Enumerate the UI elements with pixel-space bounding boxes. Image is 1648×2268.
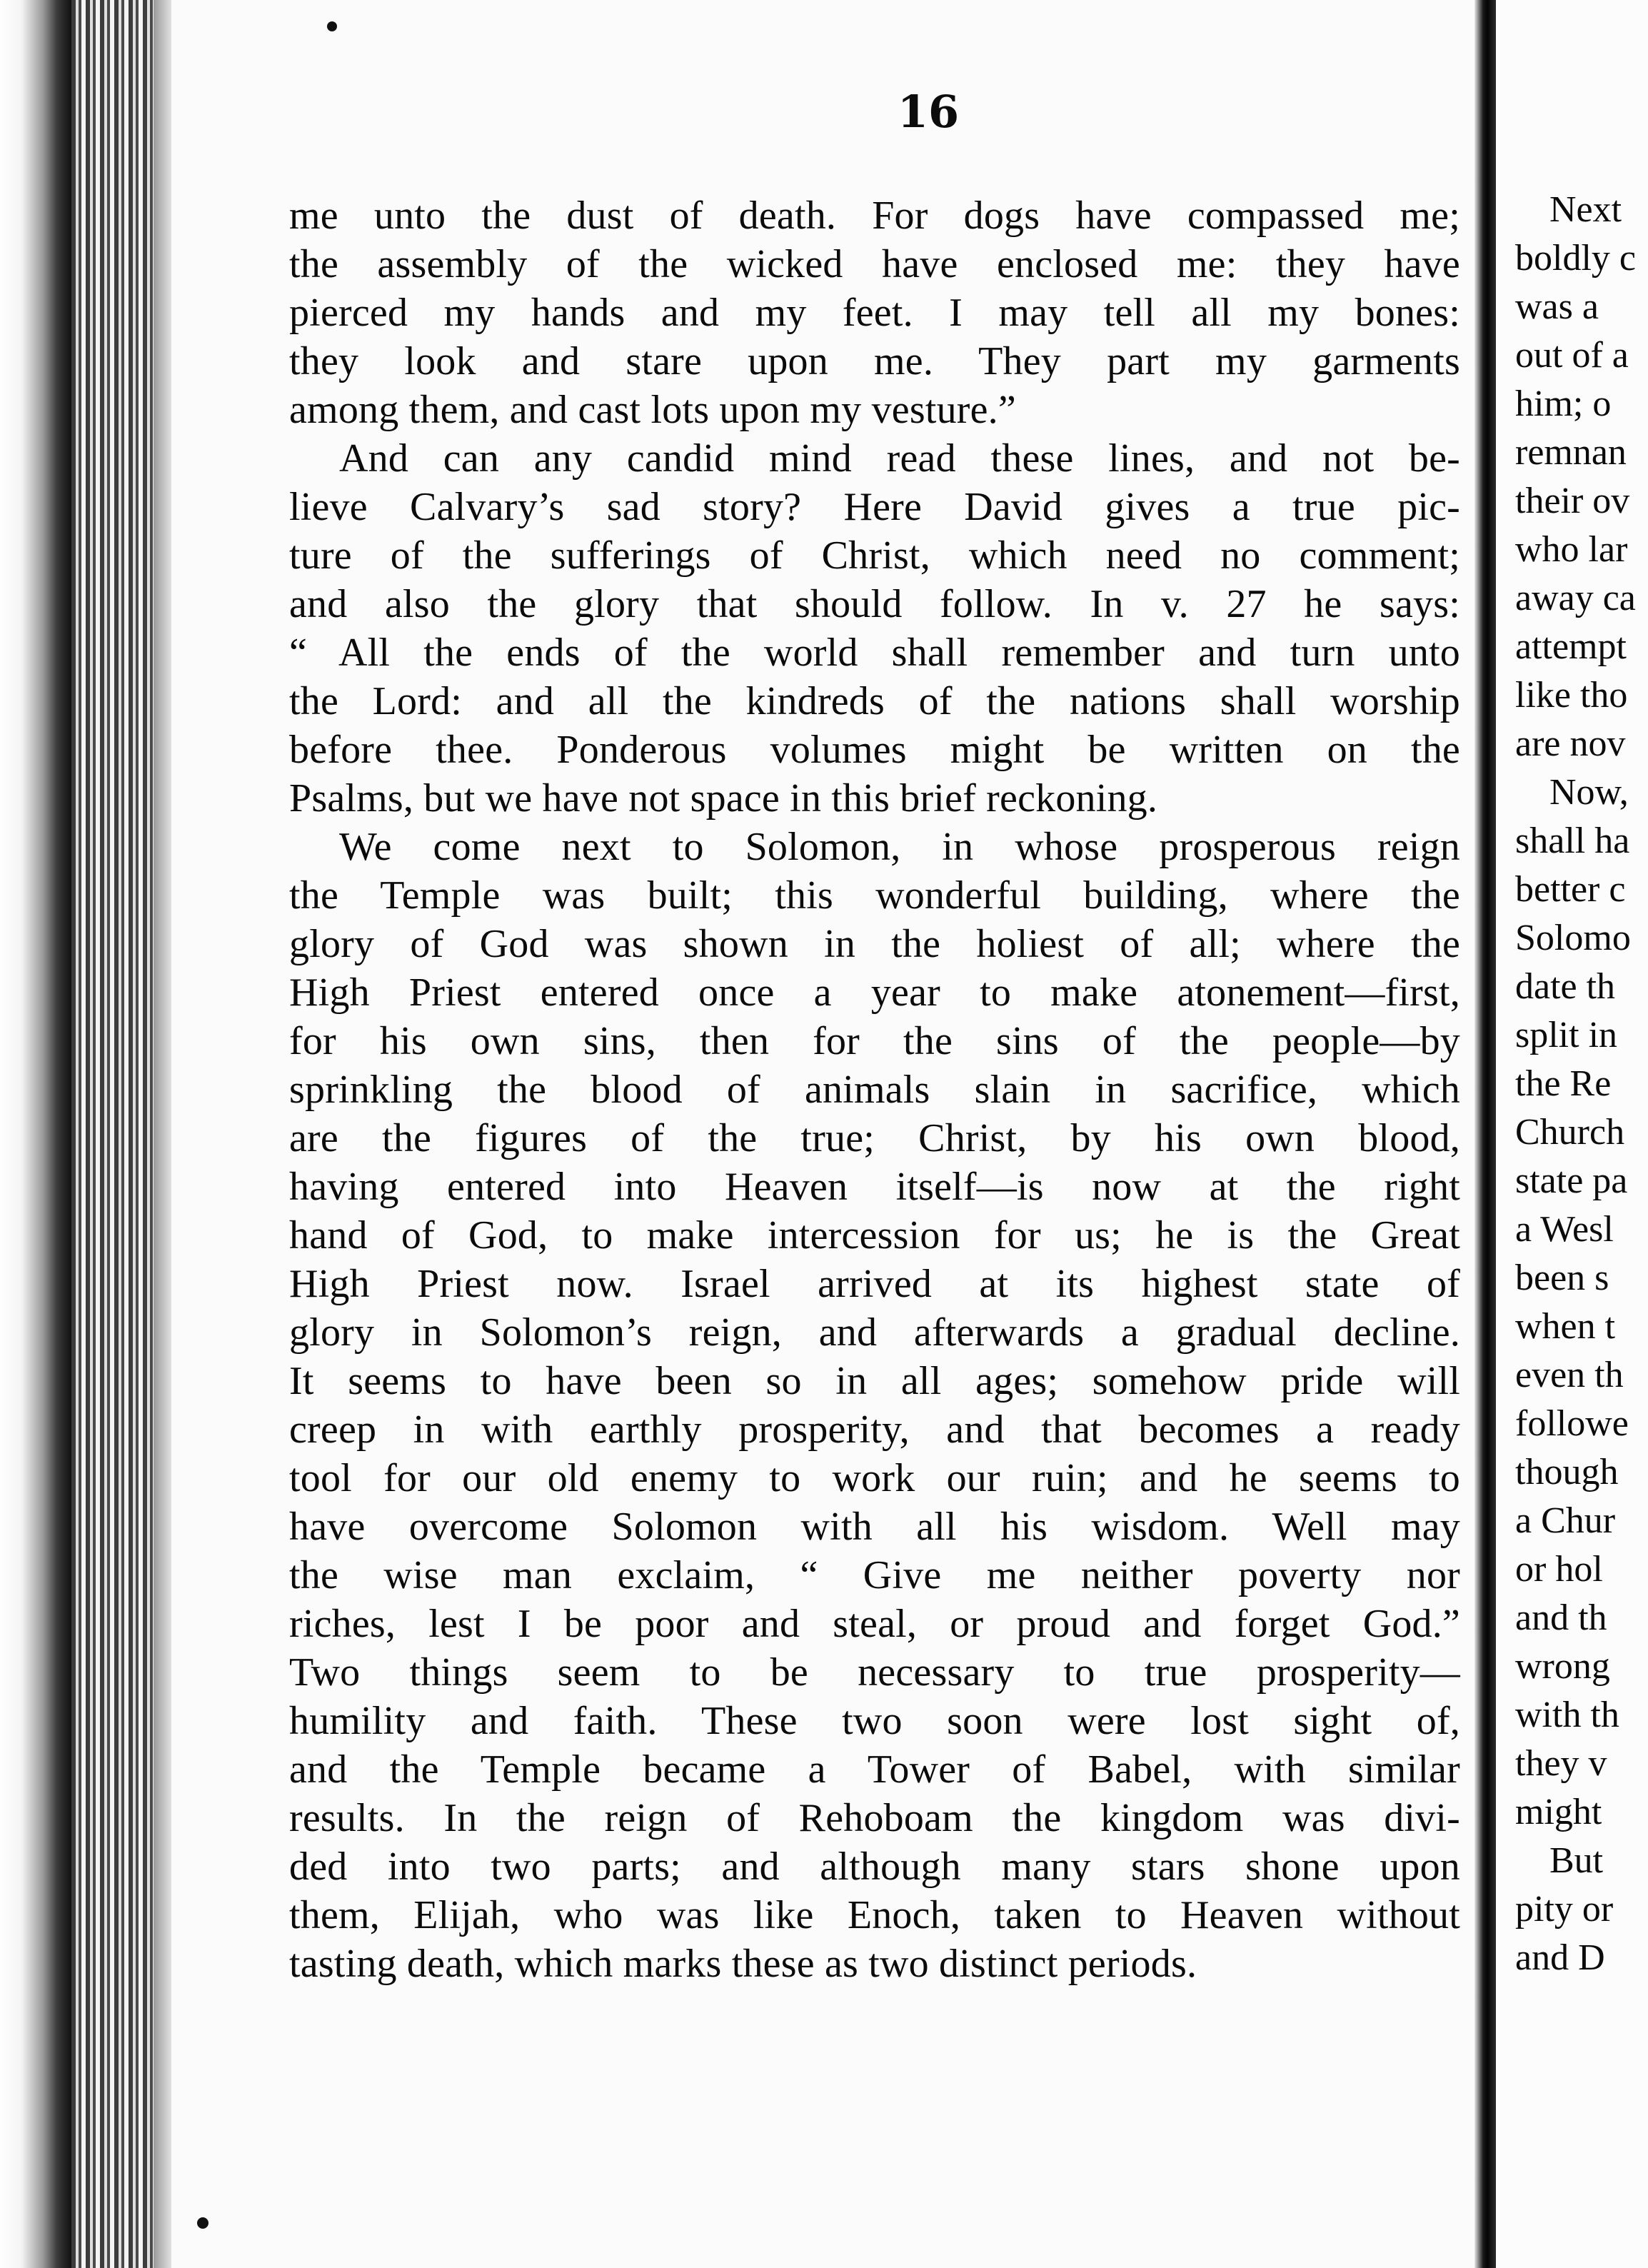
text-line: results. In the reign of Rehoboam the kingdom was divi- bbox=[289, 1796, 1460, 1840]
page-edges bbox=[71, 0, 157, 2268]
text-line: And can any candid mind read these lines, and not be- bbox=[339, 436, 1460, 481]
facing-page-line: pity or bbox=[1515, 1889, 1614, 1930]
facing-page-line: date th bbox=[1515, 966, 1616, 1007]
text-line: pierced my hands and my feet. I may tell all my bones: bbox=[289, 291, 1460, 335]
text-line: It seems to have been so in all ages; somehow pride will bbox=[289, 1359, 1460, 1403]
book-binding-shadow bbox=[0, 0, 71, 2268]
ink-speck bbox=[327, 21, 337, 31]
facing-page-text-block bbox=[1515, 186, 1648, 1982]
text-line: tasting death, which marks these as two distinct periods. bbox=[289, 1942, 1197, 1986]
facing-page-line: remnan bbox=[1515, 432, 1627, 473]
text-line: are the figures of the true; Christ, by his own blood, bbox=[289, 1116, 1460, 1160]
facing-page-line: and D bbox=[1515, 1937, 1605, 1978]
text-line: We come next to Solomon, in whose prosperous reign bbox=[339, 825, 1460, 869]
text-line: sprinkling the blood of animals slain in sacrifice, which bbox=[289, 1068, 1460, 1112]
text-line: for his own sins, then for the sins of the people—by bbox=[289, 1019, 1460, 1063]
facing-page-line: him; o bbox=[1515, 383, 1612, 424]
book-gutter bbox=[1474, 0, 1496, 2268]
facing-page-line: even th bbox=[1515, 1355, 1624, 1395]
facing-page-line: Now, bbox=[1549, 772, 1629, 813]
text-line: High Priest entered once a year to make atonement—first, bbox=[289, 970, 1460, 1015]
text-line: lieve Calvary’s sad story? Here David gives a true pic- bbox=[289, 485, 1460, 529]
text-line: tool for our old enemy to work our ruin; and he seems to bbox=[289, 1456, 1460, 1500]
facing-page-line: out of a bbox=[1515, 335, 1629, 376]
facing-page-line: better c bbox=[1515, 869, 1626, 910]
facing-page-line: like tho bbox=[1515, 675, 1628, 716]
text-line: they look and stare upon me. They part my garments bbox=[289, 339, 1460, 383]
text-line: “ All the ends of the world shall remember and turn unto bbox=[289, 631, 1460, 675]
text-line: High Priest now. Israel arrived at its highest state of bbox=[289, 1262, 1460, 1306]
facing-page-line: Church bbox=[1515, 1112, 1625, 1153]
ink-speck bbox=[197, 2217, 208, 2229]
text-line: me unto the dust of death. For dogs have compassed me; bbox=[289, 194, 1460, 238]
facing-page-line: followe bbox=[1515, 1403, 1629, 1444]
text-line: have overcome Solomon with all his wisdom. Well may bbox=[289, 1505, 1460, 1549]
facing-page-line: split in bbox=[1515, 1015, 1618, 1055]
facing-page-line: boldly c bbox=[1515, 238, 1636, 279]
text-line: the Lord: and all the kindreds of the nations shall worship bbox=[289, 679, 1460, 723]
facing-page-line: or hol bbox=[1515, 1549, 1603, 1590]
text-line: Two things seem to be necessary to true prosperity— bbox=[289, 1650, 1460, 1695]
facing-page-line: are nov bbox=[1515, 723, 1626, 764]
facing-page-line: wrong bbox=[1515, 1646, 1610, 1687]
text-line: before thee. Ponderous volumes might be written on the bbox=[289, 728, 1460, 772]
page-number: 16 bbox=[897, 86, 960, 138]
text-line: glory in Solomon’s reign, and afterwards a gradual decline. bbox=[289, 1310, 1460, 1355]
facing-page-line: the Re bbox=[1515, 1063, 1612, 1104]
text-line: Psalms, but we have not space in this brief reckoning. bbox=[289, 776, 1158, 821]
facing-page-line: and th bbox=[1515, 1597, 1607, 1638]
text-line: them, Elijah, who was like Enoch, taken to Heaven without bbox=[289, 1893, 1460, 1937]
text-line: creep in with earthly prosperity, and that becomes a ready bbox=[289, 1408, 1460, 1452]
facing-page-line: attempt bbox=[1515, 626, 1627, 667]
text-line: among them, and cast lots upon my vesture.” bbox=[289, 388, 1016, 432]
facing-page-line: with th bbox=[1515, 1695, 1619, 1735]
facing-page-line: might bbox=[1515, 1792, 1602, 1832]
text-line: humility and faith. These two soon were lost sight of, bbox=[289, 1699, 1460, 1743]
text-line: and the Temple became a Tower of Babel, with similar bbox=[289, 1747, 1460, 1792]
facing-page-line: But bbox=[1549, 1840, 1604, 1881]
text-line: the assembly of the wicked have enclosed me: they have bbox=[289, 242, 1460, 286]
text-line: the wise man exclaim, “ Give me neither poverty nor bbox=[289, 1553, 1460, 1597]
facing-page-line: Solomo bbox=[1515, 918, 1631, 958]
text-line: having entered into Heaven itself—is now at the right bbox=[289, 1165, 1460, 1209]
text-line: the Temple was built; this wonderful building, where the bbox=[289, 873, 1460, 918]
facing-page-line: they v bbox=[1515, 1743, 1607, 1784]
text-line: ture of the sufferings of Christ, which need no comment; bbox=[289, 533, 1460, 578]
facing-page-line: who lar bbox=[1515, 529, 1628, 570]
text-line: riches, lest I be poor and steal, or proud and forget God.” bbox=[289, 1602, 1460, 1646]
facing-page-line: a Chur bbox=[1515, 1500, 1616, 1541]
facing-page-line: a Wesl bbox=[1515, 1209, 1614, 1250]
facing-page-line: shall ha bbox=[1515, 821, 1630, 861]
facing-page-line: was a bbox=[1515, 286, 1599, 327]
facing-page-line: Next bbox=[1549, 189, 1622, 230]
text-line: ded into two parts; and although many stars shone upon bbox=[289, 1845, 1460, 1889]
text-line: glory of God was shown in the holiest of all; where the bbox=[289, 922, 1460, 966]
text-line: and also the glory that should follow. In v. 27 he says: bbox=[289, 582, 1460, 626]
facing-page-line: their ov bbox=[1515, 481, 1630, 521]
facing-page-line: been s bbox=[1515, 1258, 1609, 1298]
facing-page-line: though bbox=[1515, 1452, 1619, 1492]
facing-page-line: when t bbox=[1515, 1306, 1616, 1347]
facing-page-line: away ca bbox=[1515, 578, 1636, 618]
text-line: hand of God, to make intercession for us; he is the Great bbox=[289, 1213, 1460, 1258]
main-text-block bbox=[289, 191, 1460, 1988]
facing-page-line: state pa bbox=[1515, 1160, 1628, 1201]
